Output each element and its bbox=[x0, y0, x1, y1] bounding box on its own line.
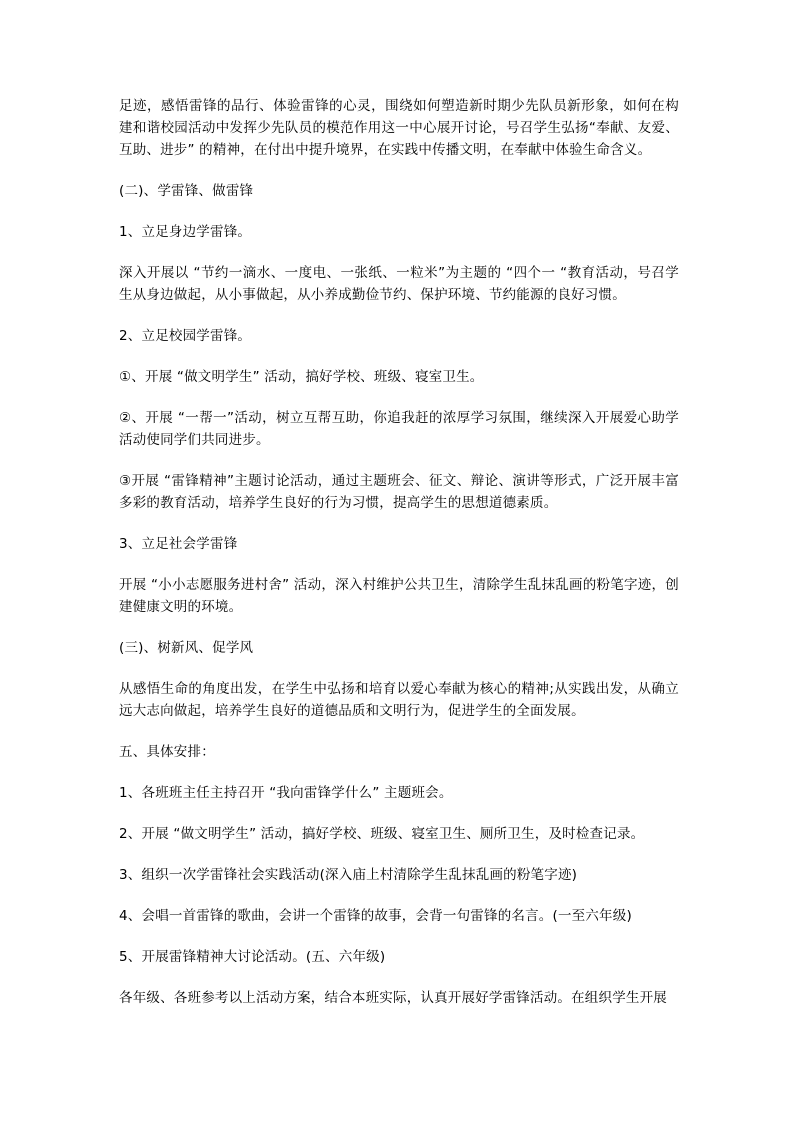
section-heading: (二)、学雷锋、做雷锋 bbox=[119, 183, 254, 199]
paragraph: 从感悟生命的角度出发，在学生中弘扬和培育以爱心奉献为核心的精神;从实践出发，从确立远大志向做起，培养学生良好的道德品质和文明行为，促进学生的全面发展。 bbox=[119, 681, 679, 719]
subsection-heading: 1、立足身边学雷锋。 bbox=[119, 224, 252, 240]
list-item: 2、开展 “做文明学生” 活动，搞好学校、班级、寝室卫生、厕所卫生，及时检查记录。 bbox=[119, 826, 645, 842]
paragraph: 开展 “小小志愿服务进村舍” 活动，深入村维护公共卫生，清除学生乱抹乱画的粉笔字迹，创建健康文明的环境。 bbox=[119, 577, 679, 615]
section-heading: 五、具体安排： bbox=[119, 744, 215, 760]
section-heading: (三)、树新风、促学风 bbox=[119, 640, 254, 656]
paragraph: 深入开展以 “节约一滴水、一度电、一张纸、一粒米”为主题的 “四个一 “教育活动，号召学生从身边做起，从小事做起，从小养成勤俭节约、保护环境、节约能源的良好习惯。 bbox=[119, 265, 679, 303]
document-body bbox=[119, 95, 679, 1028]
list-item: ②、开展 “一帮一”活动，树立互帮互助，你追我赶的浓厚学习氛围，继续深入开展爱心助学活动使同学们共同进步。 bbox=[119, 410, 679, 448]
list-item: ①、开展 “做文明学生” 活动，搞好学校、班级、寝室卫生。 bbox=[119, 369, 484, 385]
paragraph: 各年级、各班参考以上活动方案，结合本班实际，认真开展好学雷锋活动。在组织学生开展 bbox=[119, 990, 667, 1006]
subsection-heading: 3、立足社会学雷锋 bbox=[119, 536, 238, 552]
list-item: ③开展 “雷锋精神”主题讨论活动，通过主题班会、征文、辩论、演讲等形式，广泛开展丰富多彩的教育活动，培养学生良好的行为习惯，提高学生的思想道德素质。 bbox=[119, 473, 679, 511]
list-item: 1、各班班主任主持召开 “我向雷锋学什么” 主题班会。 bbox=[119, 785, 453, 801]
paragraph: 足迹，感悟雷锋的品行、体验雷锋的心灵，围绕如何塑造新时期少先队员新形象，如何在构建和谐校园活动中发挥少先队员的模范作用这一中心展开讨论，号召学生弘扬“奉献、友爱、互助、进步” 的精神，在付出中提升境界，在实践中传播文明，在奉献中体验生命含义。 bbox=[119, 98, 679, 158]
list-item: 5、开展雷锋精神大讨论活动。(五、六年级) bbox=[119, 949, 386, 965]
list-item: 3、组织一次学雷锋社会实践活动(深入庙上村清除学生乱抹乱画的粉笔字迹) bbox=[119, 867, 578, 883]
list-item: 4、会唱一首雷锋的歌曲，会讲一个雷锋的故事，会背一句雷锋的名言。(一至六年级) bbox=[119, 908, 632, 924]
subsection-heading: 2、立足校园学雷锋。 bbox=[119, 328, 252, 344]
